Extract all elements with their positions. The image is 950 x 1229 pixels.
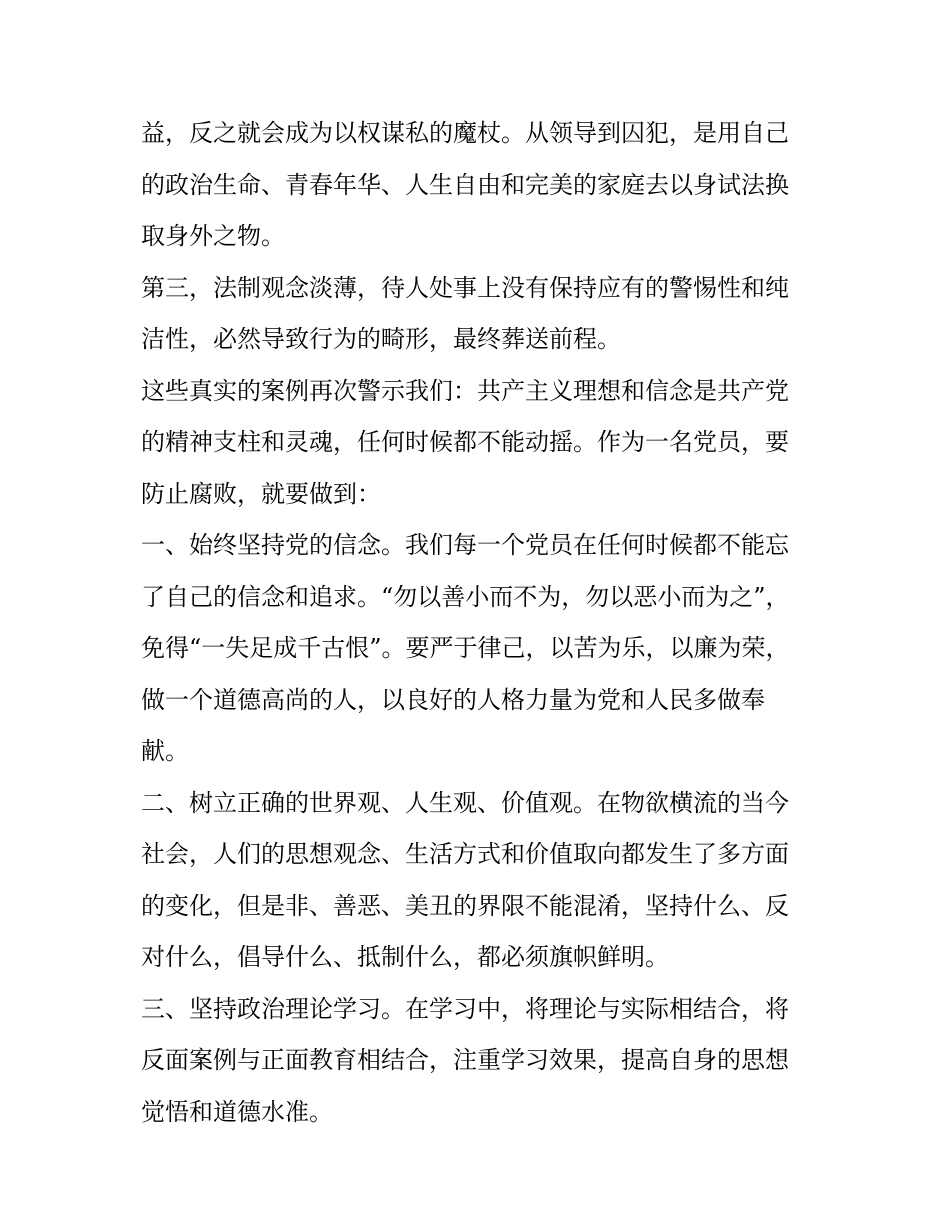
paragraph-warning bbox=[141, 366, 811, 521]
paragraph-item-two bbox=[141, 778, 811, 984]
text-line: 觉悟和道德水准。 bbox=[141, 1097, 333, 1126]
text-line: 的政治生命、青春年华、人生自由和完美的家庭去以身试法换 bbox=[141, 170, 789, 199]
text-line: 了自己的信念和追求。“勿以善小而不为，勿以恶小而为之”， bbox=[141, 582, 790, 611]
text-line: 取身外之物。 bbox=[141, 222, 285, 250]
text-line: 洁性，必然导致行为的畸形，最终葬送前程。 bbox=[141, 325, 621, 353]
text-line: 二、树立正确的世界观、人生观、价值观。在物欲横流的当今 bbox=[141, 788, 789, 817]
paragraph-continuation bbox=[141, 108, 811, 263]
text-line: 做一个道德高尚的人，以良好的人格力量为党和人民多做奉 bbox=[141, 685, 765, 714]
text-line: 的精神支柱和灵魂，任何时候都不能动摇。作为一名党员，要 bbox=[141, 428, 789, 456]
document-body bbox=[141, 108, 811, 1138]
text-line: 反面案例与正面教育相结合，注重学习效果，提高自身的思想 bbox=[141, 1046, 789, 1074]
text-line: 第三，法制观念淡薄，待人处事上没有保持应有的警惕性和纯 bbox=[141, 273, 789, 302]
text-line: 的变化，但是非、善恶、美丑的界限不能混淆，坚持什么、反 bbox=[141, 891, 789, 920]
paragraph-item-three bbox=[141, 984, 811, 1139]
text-line: 防止腐败，就要做到： bbox=[141, 479, 381, 508]
text-line: 这些真实的案例再次警示我们：共产主义理想和信念是共产党 bbox=[141, 376, 789, 405]
text-line: 一、始终坚持党的信念。我们每一个党员在任何时候都不能忘 bbox=[141, 531, 789, 559]
text-line: 三、坚持政治理论学习。在学习中，将理论与实际相结合，将 bbox=[141, 994, 789, 1023]
text-line: 献。 bbox=[141, 737, 189, 765]
text-line: 免得“一失足成千古恨”。要严于律己，以苦为乐，以廉为荣， bbox=[141, 634, 790, 662]
text-line: 对什么，倡导什么、抵制什么，都必须旗帜鲜明。 bbox=[141, 943, 669, 971]
paragraph-item-one bbox=[141, 520, 811, 778]
text-line: 益，反之就会成为以权谋私的魔杖。从领导到囚犯，是用自己 bbox=[141, 119, 789, 147]
text-line: 社会，人们的思想观念、生活方式和价值取向都发生了多方面 bbox=[141, 840, 789, 868]
paragraph-third-point bbox=[141, 263, 811, 366]
